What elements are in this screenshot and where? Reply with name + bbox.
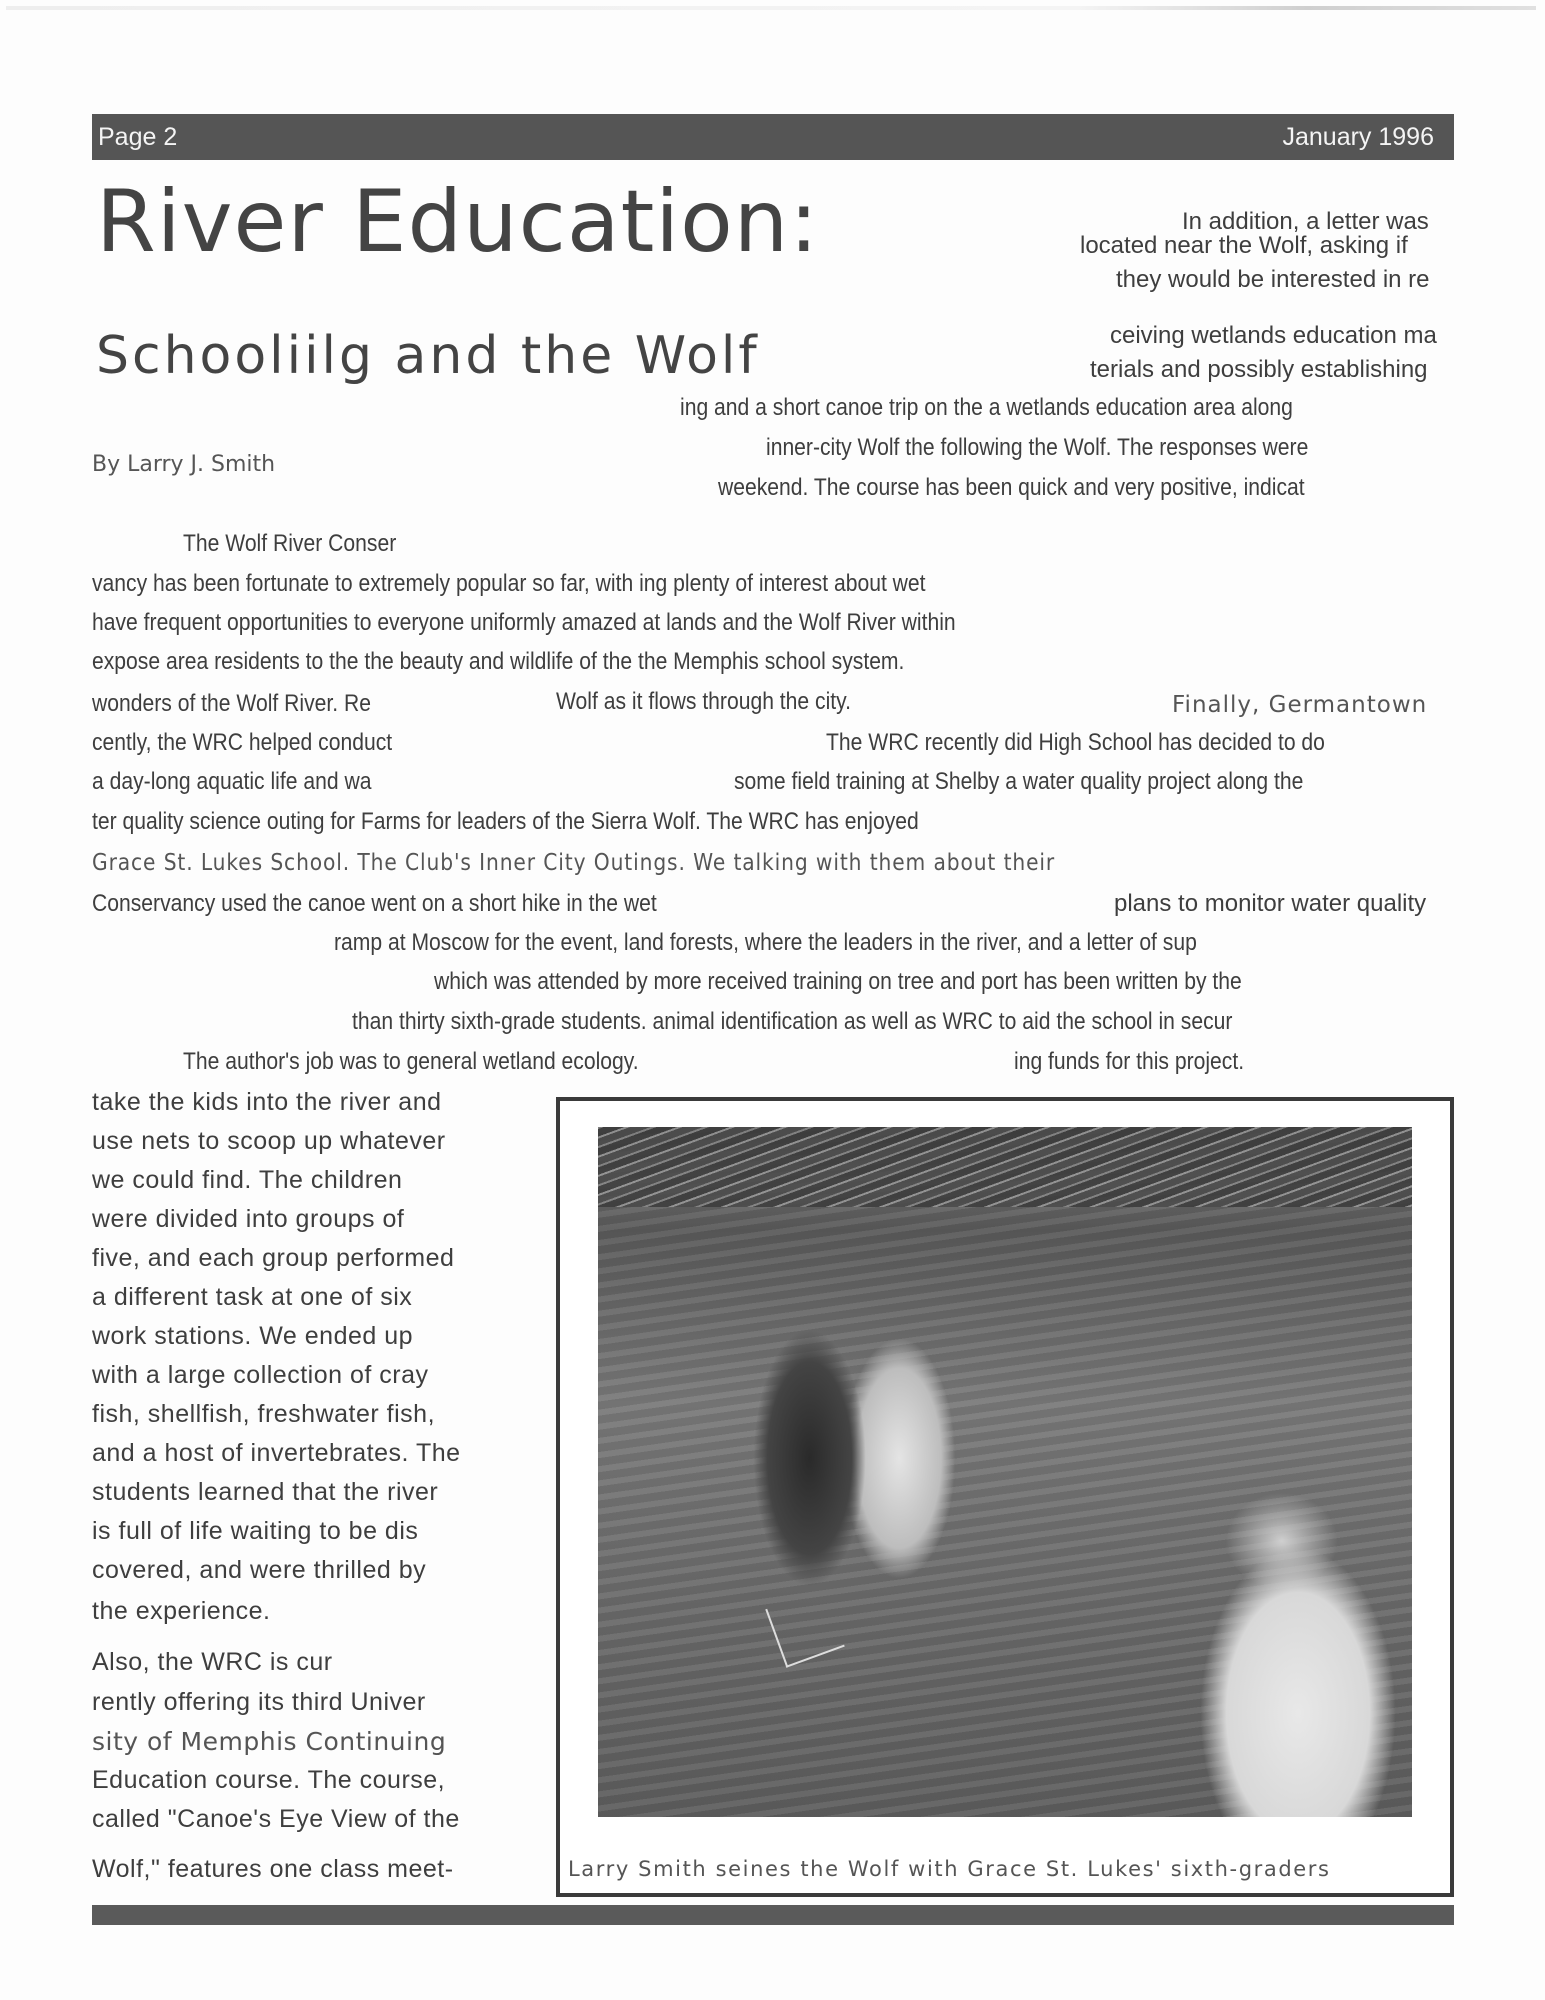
text-line: cently, the WRC helped conduct bbox=[92, 729, 393, 756]
text-line: The WRC recently did High School has decided to do bbox=[826, 729, 1325, 756]
photo-frame bbox=[556, 1097, 1454, 1897]
text-line: ramp at Moscow for the event, land forests, where the leaders in the river, and a letter of sup bbox=[334, 929, 1197, 956]
page-footer-bar bbox=[92, 1905, 1454, 1925]
text-line: ing funds for this project. bbox=[1014, 1048, 1245, 1075]
text-line: plans to monitor water quality bbox=[1114, 890, 1427, 917]
text-line: than thirty sixth-grade students. animal identification as well as WRC to aid the school in secur bbox=[352, 1008, 1233, 1035]
text-line: ter quality science outing for Farms for leaders of the Sierra Wolf. The WRC has enjoyed bbox=[92, 808, 919, 835]
text-line: the experience. bbox=[92, 1597, 271, 1625]
text-line: inner-city Wolf the following the Wolf. The responses were bbox=[766, 434, 1309, 461]
text-line: called "Canoe's Eye View of the bbox=[92, 1805, 460, 1833]
seine-net bbox=[765, 1588, 844, 1667]
byline: By Larry J. Smith bbox=[92, 452, 276, 477]
article-title: River Education: bbox=[96, 172, 820, 272]
text-line: some field training at Shelby a water quality project along the bbox=[734, 768, 1304, 795]
text-line: Finally, Germantown bbox=[1172, 692, 1428, 718]
text-line: rently offering its third Univer bbox=[92, 1688, 426, 1716]
text-line: Also, the WRC is cur bbox=[92, 1648, 333, 1676]
text-line: take the kids into the river and bbox=[92, 1088, 442, 1116]
text-line: sity of Memphis Continuing bbox=[92, 1727, 447, 1756]
text-line: ing and a short canoe trip on the a wetlands education area along bbox=[680, 394, 1293, 421]
text-line: work stations. We ended up bbox=[92, 1322, 414, 1350]
page-header-bar bbox=[92, 114, 1454, 160]
text-line: expose area residents to the the beauty and wildlife of the the Memphis school system. bbox=[92, 648, 905, 675]
text-line: we could find. The children bbox=[92, 1166, 403, 1194]
text-line: is full of life waiting to be dis bbox=[92, 1517, 419, 1545]
photo-caption: Larry Smith seines the Wolf with Grace St. Lukes' sixth-graders bbox=[568, 1857, 1331, 1881]
text-line: and a host of invertebrates. The bbox=[92, 1439, 461, 1467]
scan-edge bbox=[6, 6, 1536, 10]
text-line: which was attended by more received training on tree and port has been written by the bbox=[434, 968, 1242, 995]
text-line: with a large collection of cray bbox=[92, 1361, 429, 1389]
fallen-branches bbox=[598, 1127, 1412, 1207]
text-line: a different task at one of six bbox=[92, 1283, 413, 1311]
text-line: Conservancy used the canoe went on a short hike in the wet bbox=[92, 890, 657, 917]
text-line: ceiving wetlands education ma bbox=[1110, 322, 1437, 349]
text-line: five, and each group performed bbox=[92, 1244, 455, 1272]
text-line: weekend. The course has been quick and very positive, indicat bbox=[718, 474, 1305, 501]
text-line: vancy has been fortunate to extremely popular so far, with ing plenty of interest about wet bbox=[92, 570, 926, 597]
article-subtitle: Schooliilg and the Wolf bbox=[96, 326, 760, 386]
text-line: they would be interested in re bbox=[1116, 266, 1430, 293]
text-line: wonders of the Wolf River. Re bbox=[92, 690, 371, 717]
text-line: a day-long aquatic life and wa bbox=[92, 768, 372, 795]
issue-date: January 1996 bbox=[1282, 122, 1434, 151]
text-line: In addition, a letter was bbox=[1182, 208, 1429, 235]
text-line: covered, and were thrilled by bbox=[92, 1556, 427, 1584]
page-number: Page 2 bbox=[98, 122, 178, 151]
text-line: use nets to scoop up whatever bbox=[92, 1127, 446, 1155]
text-line: Grace St. Lukes School. The Club's Inner City Outings. We talking with them about their bbox=[92, 850, 1056, 876]
text-line: students learned that the river bbox=[92, 1478, 439, 1506]
text-line: terials and possibly establishing bbox=[1090, 356, 1428, 383]
text-line: located near the Wolf, asking if bbox=[1080, 232, 1408, 259]
text-line: have frequent opportunities to everyone uniformly amazed at lands and the Wolf River within bbox=[92, 609, 956, 636]
text-line: Wolf," features one class meet- bbox=[92, 1855, 454, 1883]
text-line: The author's job was to general wetland ecology. bbox=[183, 1048, 639, 1075]
text-line: were divided into groups of bbox=[92, 1205, 405, 1233]
river-photo bbox=[598, 1127, 1412, 1817]
text-line: The Wolf River Conser bbox=[183, 530, 397, 557]
text-line: Education course. The course, bbox=[92, 1766, 446, 1794]
text-line: Wolf as it flows through the city. bbox=[556, 688, 852, 715]
text-line: fish, shellfish, freshwater fish, bbox=[92, 1400, 436, 1428]
